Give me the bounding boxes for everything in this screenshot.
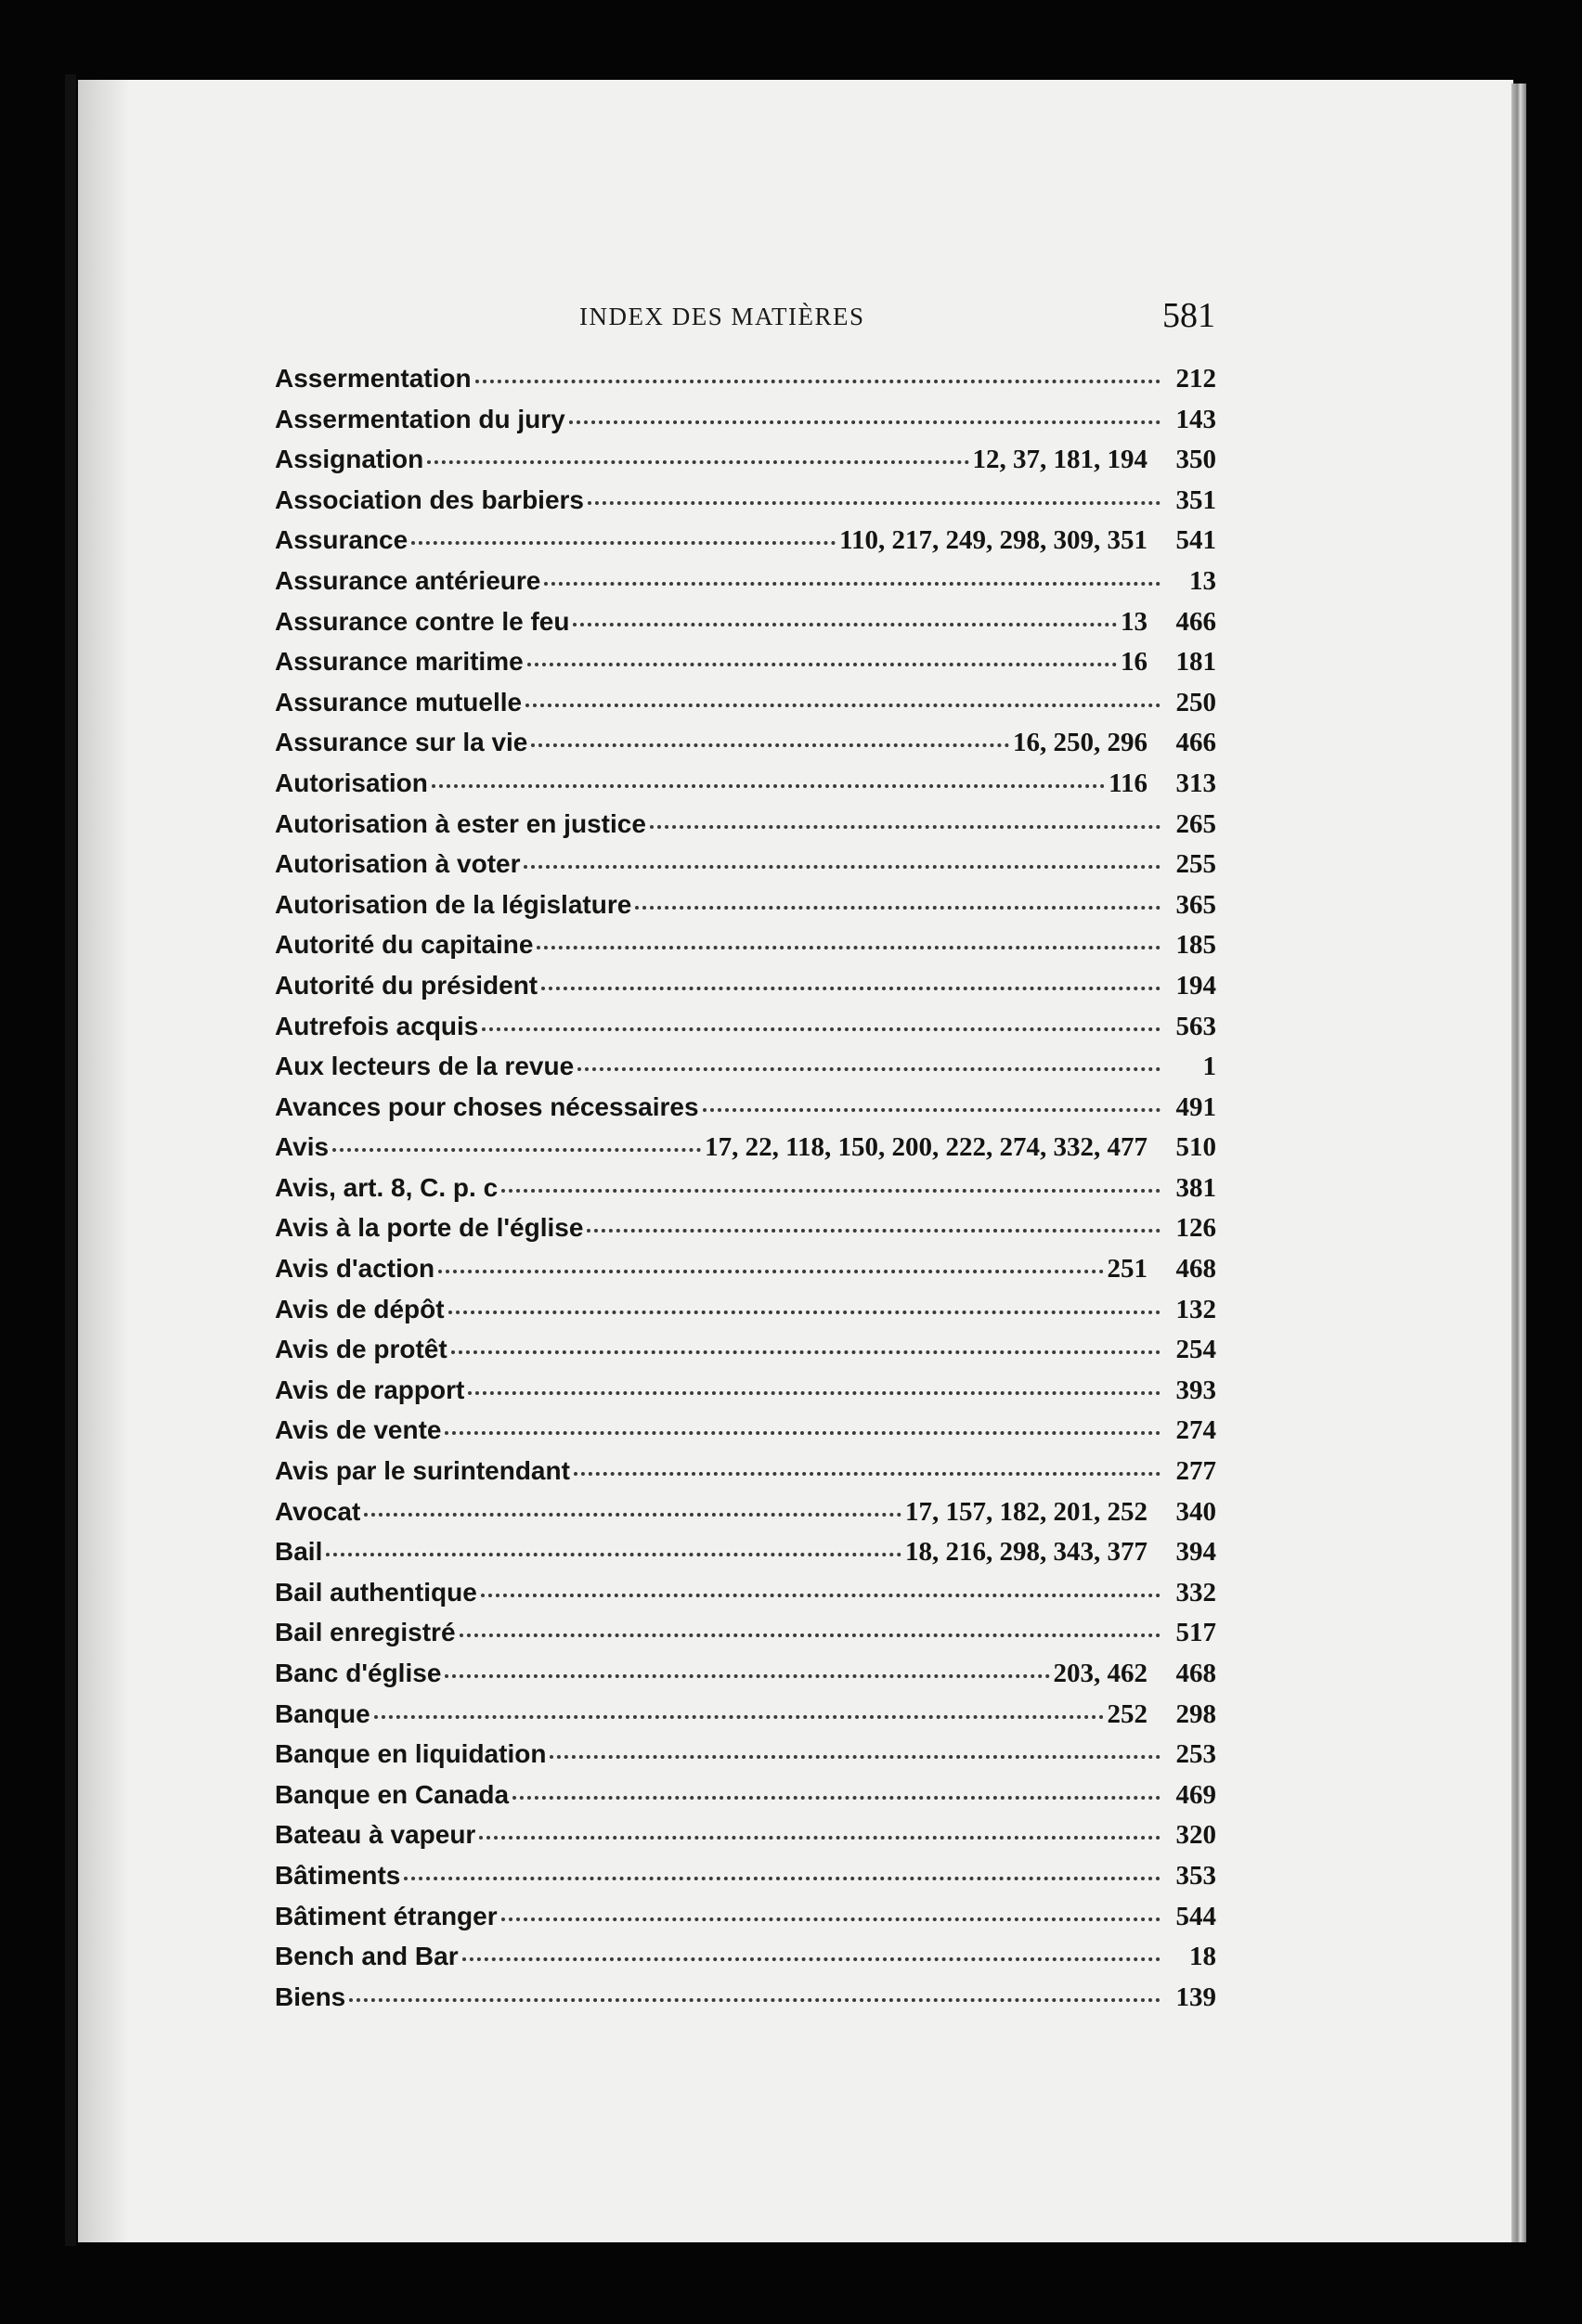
index-entry: [275, 485, 1216, 526]
entry-term: Biens: [275, 1982, 346, 2011]
index-entry: [275, 930, 1216, 971]
dot-leader: [479, 1836, 1161, 1840]
entry-page: 365: [1175, 889, 1216, 920]
dot-leader: [448, 1310, 1161, 1314]
entry-term: Avis, art. 8, C. p. c: [275, 1172, 499, 1202]
entry-term: Assurance mutuelle: [275, 687, 523, 717]
page-number: 581: [1162, 296, 1215, 335]
index-entry: [275, 890, 1216, 931]
index-entry: [275, 445, 1216, 485]
entry-references: 252: [1107, 1698, 1148, 1729]
entry-term: Assurance antérieure: [275, 565, 541, 595]
entry-page: 468: [1175, 1254, 1216, 1285]
dot-leader: [501, 1189, 1161, 1193]
dot-leader: [531, 743, 1009, 747]
index-entry: [275, 1173, 1216, 1214]
index-entry: [275, 405, 1216, 445]
entry-page: 185: [1175, 930, 1216, 961]
entry-page: 298: [1175, 1698, 1216, 1729]
entry-term: Bail authentique: [275, 1577, 477, 1607]
entry-page: 332: [1175, 1577, 1216, 1607]
dot-leader: [703, 1108, 1161, 1112]
dot-leader: [544, 582, 1161, 586]
entry-term: Autorité du capitaine: [275, 930, 534, 960]
entry-page: 18: [1189, 1942, 1216, 1972]
dot-leader: [574, 1472, 1161, 1476]
binding-edge: [65, 74, 76, 2246]
dot-leader: [541, 987, 1161, 990]
entry-page: 544: [1175, 1901, 1216, 1931]
gutter-shadow: [78, 80, 130, 2242]
entry-page: 194: [1175, 970, 1216, 1001]
index-entry: [275, 1618, 1216, 1659]
entry-references: 110, 217, 249, 298, 309, 351: [839, 525, 1148, 556]
index-entry: [275, 1578, 1216, 1619]
entry-page: 541: [1175, 525, 1216, 556]
index-entry: [275, 1497, 1216, 1538]
entry-term: Bail enregistré: [275, 1618, 456, 1647]
entry-page: 277: [1175, 1456, 1216, 1487]
entry-page: 466: [1175, 606, 1216, 637]
entry-page: 468: [1175, 1659, 1216, 1688]
entry-references: 16, 250, 296: [1013, 728, 1148, 758]
entry-term: Assurance: [275, 525, 408, 555]
entry-references: 251: [1107, 1254, 1148, 1285]
entry-term: Assermentation: [275, 364, 472, 393]
index-entry: [275, 1537, 1216, 1578]
index-entry: [275, 1052, 1216, 1092]
entry-page: 181: [1175, 647, 1216, 678]
dot-leader: [650, 825, 1161, 829]
entry-term: Avis de vente: [275, 1415, 442, 1445]
index-entry: [275, 849, 1216, 890]
entry-page: 274: [1175, 1415, 1216, 1446]
dot-leader: [349, 1998, 1161, 2002]
entry-page: 563: [1175, 1011, 1216, 1041]
index-entry: [275, 1132, 1216, 1173]
index-entry: [275, 1780, 1216, 1821]
entry-term: Assurance sur la vie: [275, 728, 528, 757]
entry-term: Assurance contre le feu: [275, 606, 570, 636]
entry-page: 255: [1175, 849, 1216, 880]
entry-page: 143: [1175, 404, 1216, 434]
dot-leader: [445, 1431, 1161, 1435]
entry-references: 203, 462: [1053, 1659, 1148, 1688]
entry-references: 16: [1121, 647, 1148, 678]
index-entry: [275, 1699, 1216, 1740]
index-entry: [275, 647, 1216, 688]
dot-leader: [527, 663, 1117, 666]
entry-page: 350: [1175, 445, 1216, 475]
entry-references: 116: [1109, 768, 1148, 798]
entry-page: 212: [1175, 364, 1216, 394]
index-entry: [275, 768, 1216, 809]
dot-leader: [326, 1553, 901, 1556]
entry-term: Autorisation de la législature: [275, 889, 632, 919]
entry-term: Autorité du président: [275, 970, 538, 1000]
index-entry: [275, 1942, 1216, 1982]
entry-term: Aux lecteurs de la revue: [275, 1052, 575, 1081]
entry-page: 491: [1175, 1091, 1216, 1122]
entry-page: 13: [1189, 565, 1216, 596]
dot-leader: [332, 1148, 701, 1152]
index-entry: [275, 1456, 1216, 1497]
entry-term: Bail: [275, 1537, 323, 1567]
entry-page: 320: [1175, 1820, 1216, 1851]
entry-page: 394: [1175, 1537, 1216, 1568]
dot-leader: [374, 1715, 1104, 1719]
entry-page: 253: [1175, 1739, 1216, 1770]
entry-term: Bâtiments: [275, 1860, 401, 1890]
index-entry: [275, 1820, 1216, 1861]
index-entry: [275, 525, 1216, 566]
entry-page: 250: [1175, 687, 1216, 717]
entry-term: Autorisation: [275, 768, 428, 797]
entry-references: 17, 22, 118, 150, 200, 222, 274, 332, 477: [705, 1132, 1148, 1163]
dot-leader: [512, 1796, 1161, 1800]
dot-leader: [451, 1350, 1161, 1354]
entry-term: Avances pour choses nécessaires: [275, 1091, 699, 1121]
entry-term: Avis: [275, 1132, 330, 1162]
entry-page: 132: [1175, 1294, 1216, 1324]
index-entry: [275, 1335, 1216, 1375]
entry-page: 139: [1175, 1982, 1216, 2012]
index-entry: [275, 1092, 1216, 1133]
dot-leader: [460, 1633, 1161, 1637]
entry-references: 18, 216, 298, 343, 377: [905, 1537, 1148, 1568]
index-entry: [275, 364, 1216, 405]
dot-leader: [482, 1027, 1161, 1031]
entry-term: Assermentation du jury: [275, 404, 565, 433]
index-entry: [275, 1213, 1216, 1254]
dot-leader: [577, 1067, 1161, 1071]
page-edge: [1511, 84, 1526, 2242]
entry-page: 517: [1175, 1618, 1216, 1648]
dot-leader: [364, 1513, 901, 1517]
entry-term: Banque: [275, 1698, 370, 1728]
entry-term: Avis de dépôt: [275, 1294, 445, 1323]
index-list: [275, 364, 1216, 2022]
entry-references: 13: [1121, 606, 1148, 637]
entry-page: 510: [1175, 1132, 1216, 1163]
dot-leader: [427, 460, 968, 464]
entry-page: 466: [1175, 728, 1216, 758]
entry-term: Avocat: [275, 1496, 361, 1526]
dot-leader: [462, 1957, 1161, 1961]
index-entry: [275, 1982, 1216, 2023]
entry-page: 340: [1175, 1496, 1216, 1527]
index-entry: [275, 1739, 1216, 1780]
dot-leader: [550, 1755, 1161, 1759]
entry-page: 313: [1175, 768, 1216, 798]
entry-term: Autrefois acquis: [275, 1011, 479, 1040]
entry-page: 1: [1202, 1052, 1216, 1082]
entry-page: 265: [1175, 808, 1216, 839]
index-entry: [275, 1415, 1216, 1456]
index-entry: [275, 809, 1216, 850]
entry-term: Association des barbiers: [275, 484, 585, 514]
entry-term: Banc d'église: [275, 1659, 442, 1687]
entry-term: Bateau à vapeur: [275, 1820, 476, 1850]
entry-page: 126: [1175, 1213, 1216, 1244]
entry-term: Bench and Bar: [275, 1942, 459, 1971]
entry-page: 393: [1175, 1375, 1216, 1405]
entry-term: Avis d'action: [275, 1254, 435, 1284]
entry-term: Banque en Canada: [275, 1779, 510, 1809]
index-entry: [275, 728, 1216, 768]
dot-leader: [468, 1391, 1161, 1395]
dot-leader: [524, 865, 1161, 869]
index-entry: [275, 1861, 1216, 1902]
dot-leader: [573, 623, 1117, 626]
entry-term: Autorisation à ester en justice: [275, 808, 646, 838]
dot-leader: [537, 946, 1161, 949]
dot-leader: [588, 501, 1161, 505]
entry-term: Assignation: [275, 445, 424, 474]
entry-term: Bâtiment étranger: [275, 1901, 498, 1930]
dot-leader: [501, 1917, 1161, 1921]
index-entry: [275, 688, 1216, 729]
entry-term: Avis par le surintendant: [275, 1456, 570, 1486]
entry-page: 353: [1175, 1860, 1216, 1891]
dot-leader: [587, 1229, 1161, 1233]
entry-term: Autorisation à voter: [275, 849, 521, 879]
entry-term: Banque en liquidation: [275, 1739, 547, 1769]
entry-term: Avis à la porte de l'église: [275, 1213, 584, 1243]
entry-page: 381: [1175, 1172, 1216, 1203]
dot-leader: [481, 1594, 1161, 1597]
entry-references: 17, 157, 182, 201, 252: [905, 1496, 1148, 1527]
entry-page: 469: [1175, 1779, 1216, 1810]
index-entry: [275, 1902, 1216, 1943]
index-entry: [275, 1659, 1216, 1699]
index-entry: [275, 566, 1216, 607]
dot-leader: [438, 1270, 1103, 1273]
dot-leader: [475, 380, 1161, 383]
dot-leader: [432, 784, 1105, 788]
entry-term: Avis de rapport: [275, 1375, 465, 1404]
index-entry: [275, 971, 1216, 1012]
dot-leader: [635, 906, 1161, 910]
dot-leader: [569, 420, 1161, 424]
dot-leader: [411, 541, 836, 545]
entry-term: Assurance maritime: [275, 647, 524, 677]
index-entry: [275, 607, 1216, 648]
entry-references: 12, 37, 181, 194: [972, 445, 1148, 475]
entry-term: Avis de protêt: [275, 1335, 447, 1364]
index-entry: [275, 1295, 1216, 1336]
index-entry: [275, 1375, 1216, 1416]
index-entry: [275, 1254, 1216, 1295]
running-header: [0, 296, 1582, 349]
dot-leader: [445, 1674, 1049, 1678]
running-title: INDEX DES MATIÈRES: [579, 303, 865, 330]
index-entry: [275, 1012, 1216, 1052]
dot-leader: [525, 704, 1161, 707]
entry-page: 254: [1175, 1335, 1216, 1365]
dot-leader: [404, 1877, 1161, 1880]
entry-page: 351: [1175, 484, 1216, 515]
